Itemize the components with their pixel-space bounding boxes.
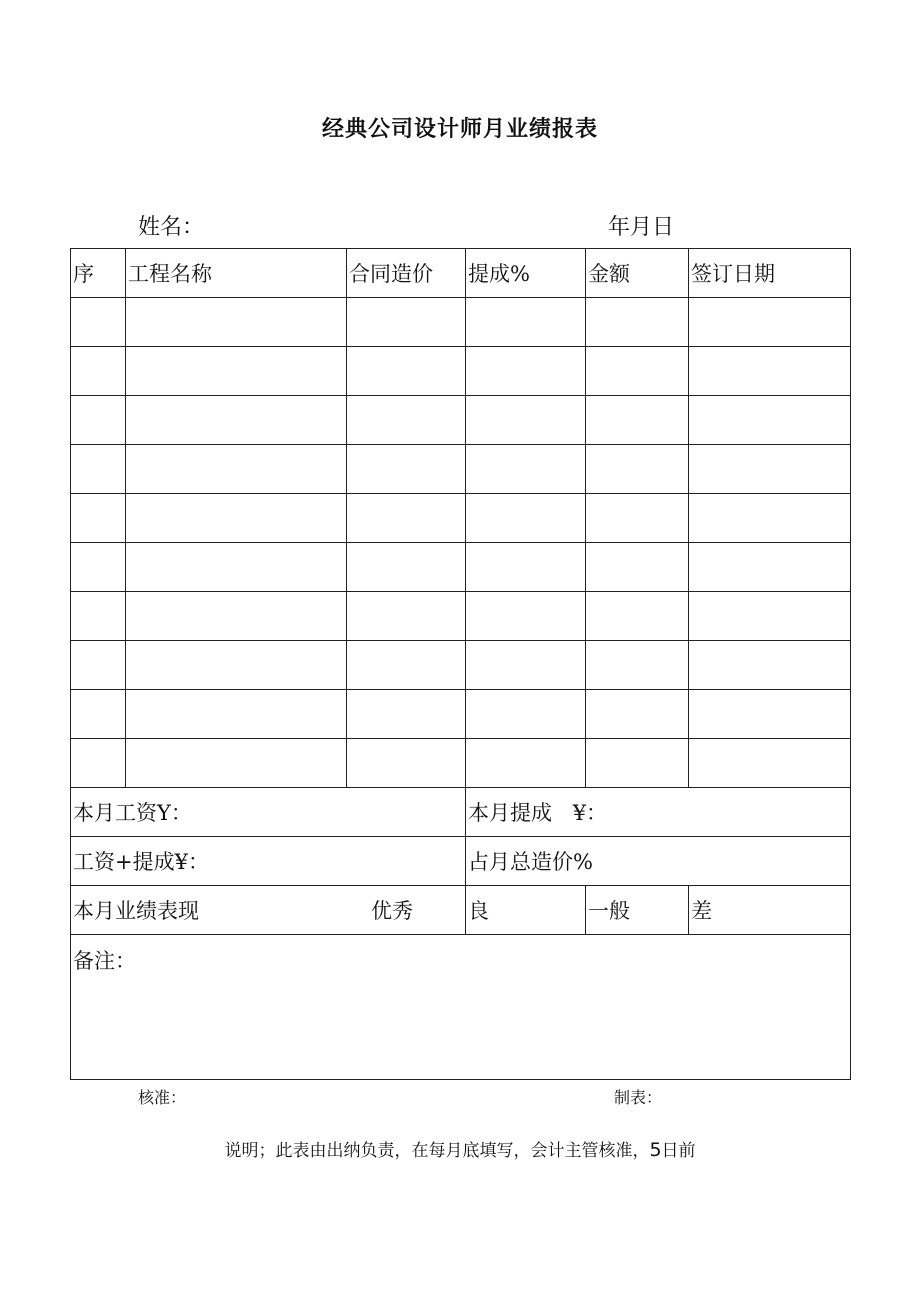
month-commission-label: 本月提成 — [468, 801, 552, 825]
level-average[interactable]: 一般 — [586, 886, 689, 935]
cell-amount[interactable] — [586, 739, 689, 788]
cell-project-name[interactable] — [126, 298, 347, 347]
month-commission-field[interactable] — [466, 788, 851, 837]
cell-contract-price[interactable] — [347, 543, 466, 592]
cell-seq[interactable] — [71, 641, 126, 690]
cell-project-name[interactable] — [126, 690, 347, 739]
month-commission-value: ¥： — [572, 801, 608, 825]
cell-project-name[interactable] — [126, 739, 347, 788]
cell-amount[interactable] — [586, 396, 689, 445]
table-row — [71, 690, 851, 739]
cell-sign-date[interactable] — [689, 298, 851, 347]
cell-contract-price[interactable] — [347, 641, 466, 690]
cell-sign-date[interactable] — [689, 641, 851, 690]
table-row — [71, 396, 851, 445]
cell-commission-percent[interactable] — [466, 494, 586, 543]
cell-sign-date[interactable] — [689, 592, 851, 641]
cell-project-name[interactable] — [126, 641, 347, 690]
cell-seq[interactable] — [71, 690, 126, 739]
share-of-total-field[interactable]: 占月总造价% — [466, 837, 851, 886]
table-row — [71, 298, 851, 347]
cell-commission-percent[interactable] — [466, 543, 586, 592]
header-seq: 序 — [71, 249, 126, 298]
remark-field[interactable]: 备注： — [71, 935, 851, 1080]
header-sign-date: 签订日期 — [689, 249, 851, 298]
salary-plus-commission-field[interactable]: 工资+提成¥： — [71, 837, 466, 886]
cell-sign-date[interactable] — [689, 739, 851, 788]
note-number: 5 — [649, 1139, 662, 1161]
month-salary-field[interactable]: 本月工资Y： — [71, 788, 466, 837]
cell-commission-percent[interactable] — [466, 445, 586, 494]
cell-contract-price[interactable] — [347, 592, 466, 641]
cell-amount[interactable] — [586, 298, 689, 347]
cell-commission-percent[interactable] — [466, 592, 586, 641]
table-row — [71, 592, 851, 641]
performance-cell — [71, 886, 466, 935]
header-contract-price: 合同造价 — [347, 249, 466, 298]
instruction-note — [0, 1136, 920, 1161]
name-label: 姓名： — [138, 215, 205, 240]
date-label: 年月日 — [608, 215, 675, 240]
cell-sign-date[interactable] — [689, 690, 851, 739]
cell-contract-price[interactable] — [347, 396, 466, 445]
level-poor[interactable]: 差 — [689, 886, 851, 935]
performance-row — [71, 886, 851, 935]
cell-seq[interactable] — [71, 396, 126, 445]
cell-sign-date[interactable] — [689, 445, 851, 494]
cell-contract-price[interactable] — [347, 445, 466, 494]
cell-contract-price[interactable] — [347, 690, 466, 739]
cell-seq[interactable] — [71, 445, 126, 494]
performance-table — [70, 248, 851, 1080]
cell-commission-percent[interactable] — [466, 396, 586, 445]
cell-contract-price[interactable] — [347, 739, 466, 788]
cell-commission-percent[interactable] — [466, 298, 586, 347]
cell-project-name[interactable] — [126, 347, 347, 396]
cell-project-name[interactable] — [126, 543, 347, 592]
cell-seq[interactable] — [71, 347, 126, 396]
cell-project-name[interactable] — [126, 592, 347, 641]
table-row — [71, 641, 851, 690]
cell-commission-percent[interactable] — [466, 690, 586, 739]
table-row — [71, 445, 851, 494]
salary-row — [71, 788, 851, 837]
cell-commission-percent[interactable] — [466, 347, 586, 396]
header-amount: 金额 — [586, 249, 689, 298]
table-row — [71, 347, 851, 396]
review-label: 核准： — [138, 1088, 187, 1107]
cell-seq[interactable] — [71, 298, 126, 347]
cell-sign-date[interactable] — [689, 347, 851, 396]
total-row — [71, 837, 851, 886]
cell-amount[interactable] — [586, 641, 689, 690]
cell-amount[interactable] — [586, 592, 689, 641]
level-good[interactable]: 良 — [466, 886, 586, 935]
remark-row — [71, 935, 851, 1080]
cell-seq[interactable] — [71, 592, 126, 641]
performance-label: 本月业绩表现 — [73, 899, 199, 923]
cell-commission-percent[interactable] — [466, 739, 586, 788]
table-row — [71, 543, 851, 592]
table-row — [71, 739, 851, 788]
level-excellent[interactable]: 优秀 — [371, 899, 413, 923]
cell-seq[interactable] — [71, 494, 126, 543]
cell-seq[interactable] — [71, 543, 126, 592]
header-project-name: 工程名称 — [126, 249, 347, 298]
note-suffix: 日前 — [661, 1141, 696, 1161]
cell-contract-price[interactable] — [347, 347, 466, 396]
cell-sign-date[interactable] — [689, 543, 851, 592]
cell-project-name[interactable] — [126, 396, 347, 445]
cell-amount[interactable] — [586, 543, 689, 592]
note-prefix: 说明；此表由出纳负责，在每月底填写，会计主管核准， — [224, 1141, 650, 1161]
cell-sign-date[interactable] — [689, 396, 851, 445]
cell-commission-percent[interactable] — [466, 641, 586, 690]
cell-amount[interactable] — [586, 690, 689, 739]
cell-project-name[interactable] — [126, 494, 347, 543]
cell-amount[interactable] — [586, 494, 689, 543]
cell-seq[interactable] — [71, 739, 126, 788]
cell-sign-date[interactable] — [689, 494, 851, 543]
blank-rows — [71, 298, 851, 788]
cell-contract-price[interactable] — [347, 494, 466, 543]
cell-amount[interactable] — [586, 445, 689, 494]
cell-contract-price[interactable] — [347, 298, 466, 347]
header-commission-percent: 提成% — [466, 249, 586, 298]
table-header-row — [71, 249, 851, 298]
maker-label: 制表： — [614, 1088, 663, 1107]
cell-project-name[interactable] — [126, 445, 347, 494]
cell-amount[interactable] — [586, 347, 689, 396]
table-row — [71, 494, 851, 543]
page-title: 经典公司设计师月业绩报表 — [321, 116, 598, 142]
